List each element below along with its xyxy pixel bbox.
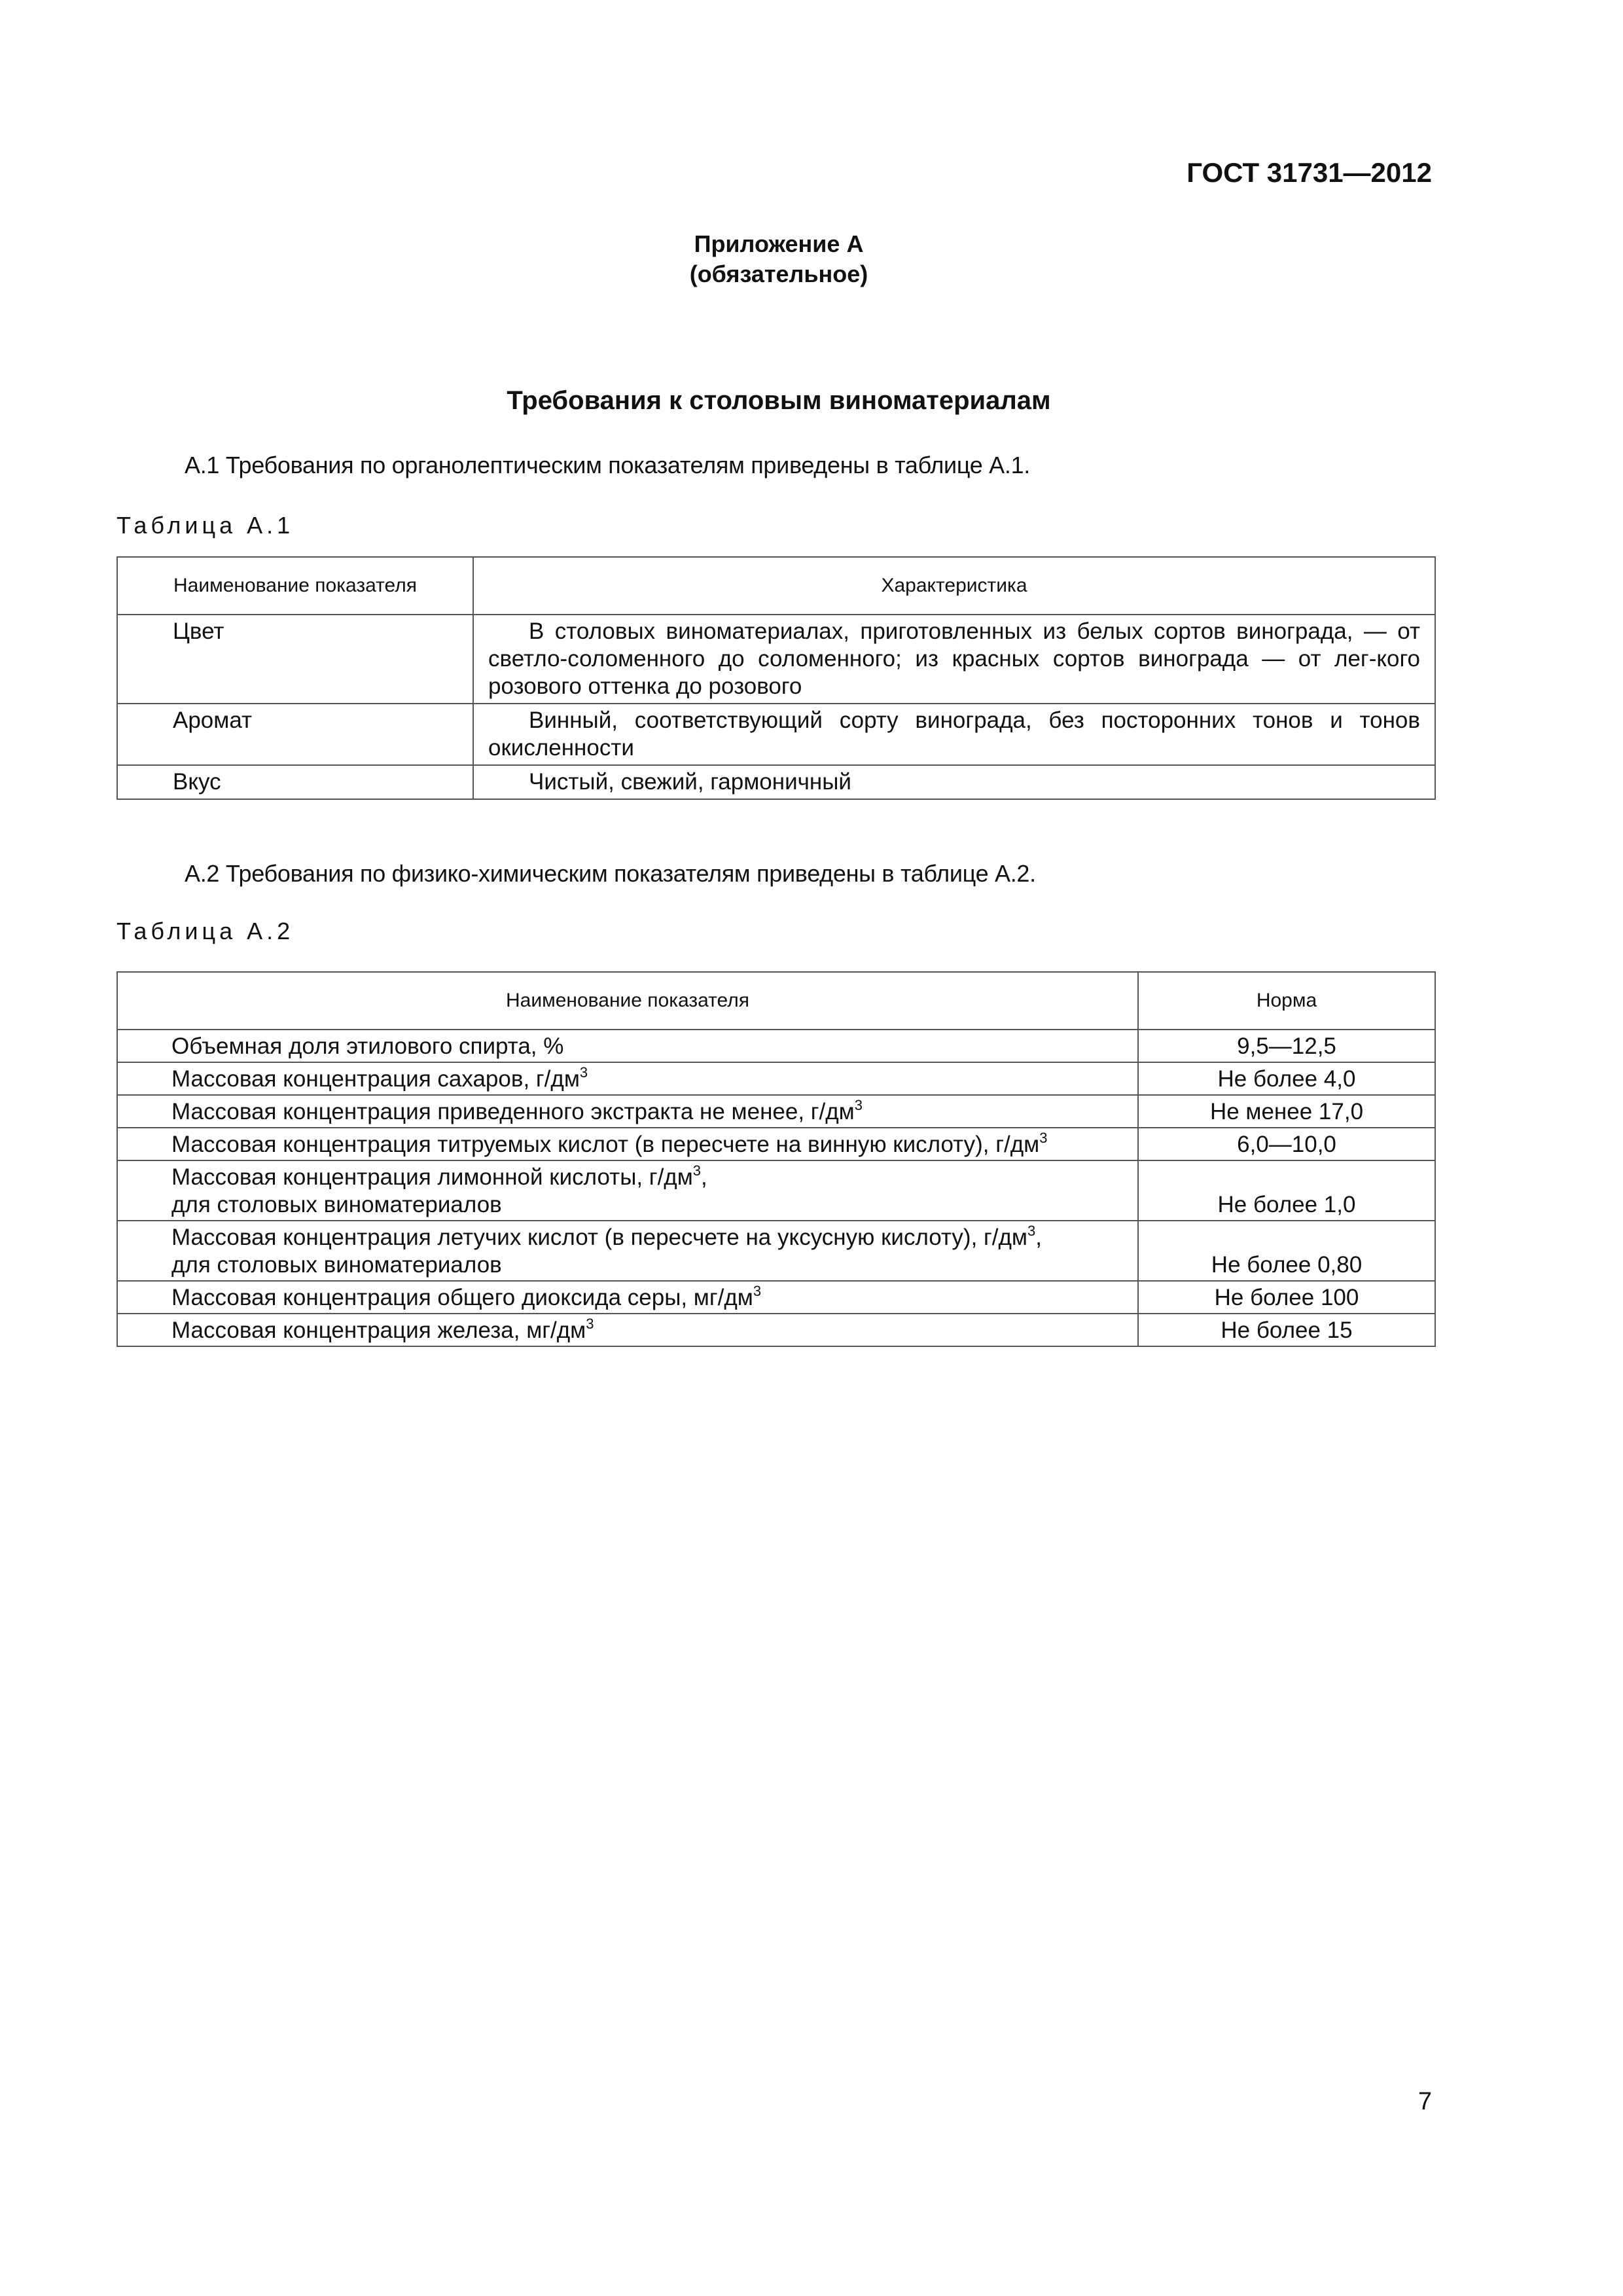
- row-name: Объемная доля этилового спирта, %: [117, 1030, 1138, 1062]
- table-row: [117, 1160, 1435, 1221]
- table-header-row: [117, 557, 1435, 615]
- table-row: [117, 1128, 1435, 1160]
- paragraph-a1: А.1 Требования по органолептическим показателям приведены в таблице А.1.: [185, 452, 1031, 478]
- row-name: Массовая концентрация общего диоксида серы, $мг/дм^3$: [117, 1281, 1138, 1314]
- column-header-norm: Норма: [1138, 972, 1435, 1030]
- table-row: [117, 1221, 1435, 1281]
- column-header-indicator: Наименование показателя: [117, 972, 1138, 1030]
- row-desc-color: В столовых виноматериалах, приготовленных из белых сортов винограда, — от светло-соломенного до соломенного; из красных сортов винограда — от лег-кого розового оттенка до розового: [473, 615, 1435, 704]
- paragraph-a2: А.2 Требования по физико-химическим показателям приведены в таблице А.2.: [185, 860, 1036, 887]
- table-a1: [116, 556, 1436, 800]
- row-name-color: Цвет: [117, 615, 473, 704]
- table-a2-caption: Таблица А.2: [116, 918, 294, 944]
- table-row: [117, 1030, 1435, 1062]
- column-header-indicator: Наименование показателя: [117, 557, 473, 615]
- appendix-title: Приложение А: [694, 230, 864, 257]
- row-norm: Не более 4,0: [1138, 1062, 1435, 1095]
- table-a1-caption: Таблица А.1: [116, 512, 294, 539]
- document-code: ГОСТ 31731—2012: [1186, 157, 1432, 188]
- row-norm: Не менее 17,0: [1138, 1095, 1435, 1128]
- table-row: [117, 704, 1435, 765]
- table-row: [117, 1314, 1435, 1346]
- row-name: Массовая концентрация сахаров, $г/дм^3$: [117, 1062, 1138, 1095]
- table-a2: [116, 971, 1436, 1347]
- table-row: [117, 1062, 1435, 1095]
- row-name: Массовая концентрация титруемых кислот (в пересчете на винную кислоту), $г/дм^3$: [117, 1128, 1138, 1160]
- row-norm: 6,0—10,0: [1138, 1128, 1435, 1160]
- appendix-subtitle: (обязательное): [689, 260, 868, 287]
- page-number: 7: [1418, 2088, 1432, 2115]
- column-header-characteristic: Характеристика: [473, 557, 1435, 615]
- table-row: [117, 1095, 1435, 1128]
- row-norm: Не более 1,0: [1138, 1160, 1435, 1221]
- row-desc-aroma: Винный, соответствующий сорту винограда, без посторонних тонов и тонов окисленности: [473, 704, 1435, 765]
- row-norm: 9,5—12,5: [1138, 1030, 1435, 1062]
- row-name-taste: Вкус: [117, 765, 473, 799]
- table-row: [117, 615, 1435, 704]
- table-row: [117, 765, 1435, 799]
- row-desc-taste: Чистый, свежий, гармоничный: [473, 765, 1435, 799]
- row-name: Массовая концентрация лимонной кислоты, $г/дм^3$, для столовых виноматериалов: [117, 1160, 1138, 1221]
- table-row: [117, 1281, 1435, 1314]
- row-name-aroma: Аромат: [117, 704, 473, 765]
- row-name: Массовая концентрация приведенного экстракта не менее, $г/дм^3$: [117, 1095, 1138, 1128]
- section-title: Требования к столовым виноматериалам: [507, 386, 1051, 415]
- row-norm: Не более 0,80: [1138, 1221, 1435, 1281]
- row-norm: Не более 15: [1138, 1314, 1435, 1346]
- table-header-row: [117, 972, 1435, 1030]
- row-norm: Не более 100: [1138, 1281, 1435, 1314]
- row-name: Массовая концентрация железа, $мг/дм^3$: [117, 1314, 1138, 1346]
- row-name: Массовая концентрация летучих кислот (в пересчете на уксусную кислоту), $г/дм^3$, для столовых виноматериалов: [117, 1221, 1138, 1281]
